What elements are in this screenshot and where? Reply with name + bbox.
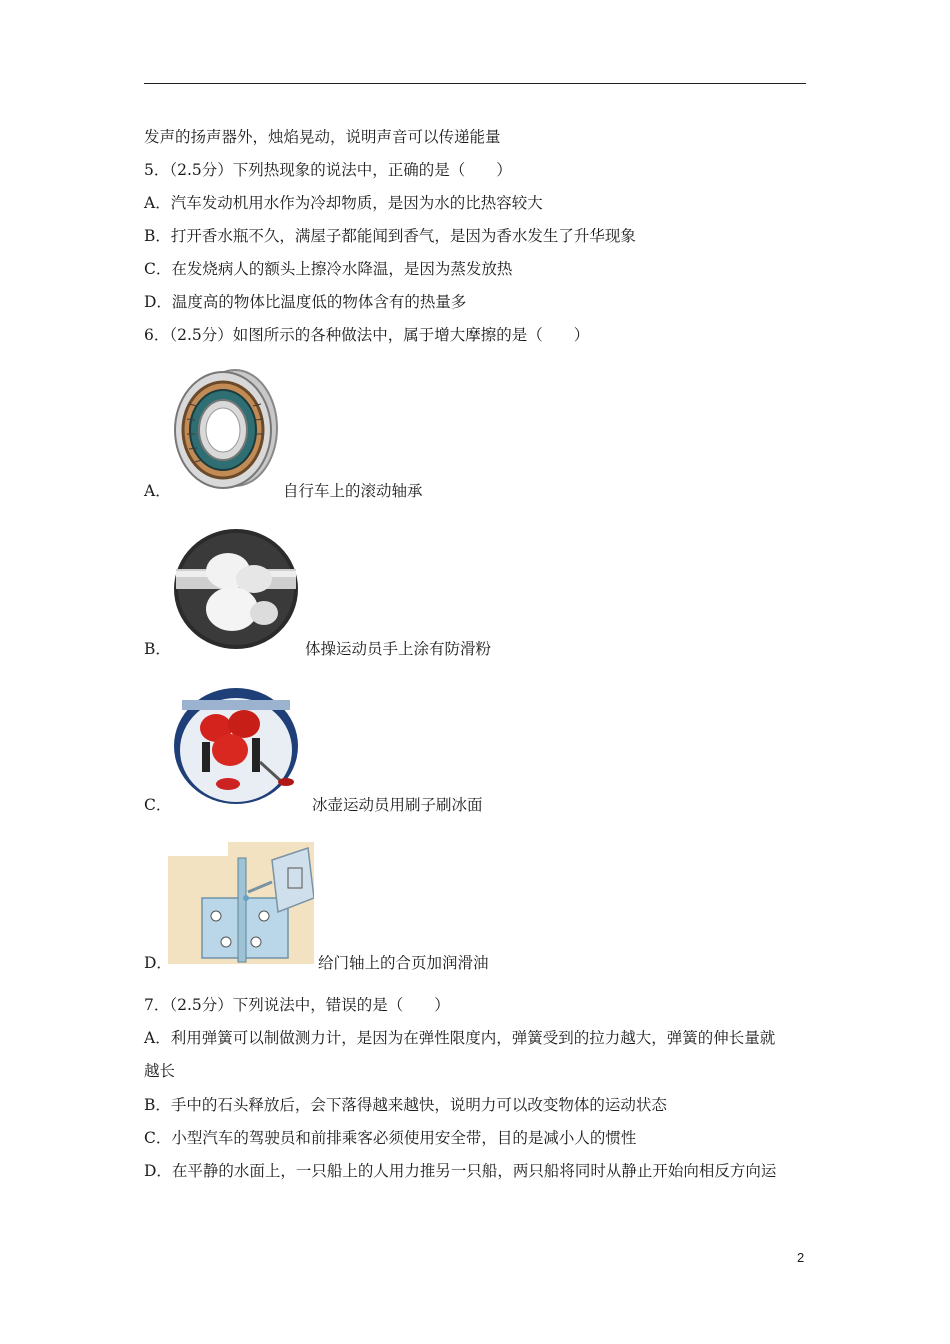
question-7: 7．（2.5分）下列说法中，错误的是（ ）: [144, 996, 450, 1014]
bearing-image: [167, 364, 279, 494]
q7-option-a-cont: 越长: [144, 1062, 176, 1080]
q5-option-a: A．汽车发动机用水作为冷却物质，是因为水的比热容较大: [144, 194, 543, 212]
text-line: 发声的扬声器外，烛焰晃动，说明声音可以传递能量: [144, 128, 501, 146]
q7-option-a: A．利用弹簧可以制做测力计，是因为在弹性限度内，弹簧受到的拉力越大，弹簧的伸长量就: [144, 1029, 776, 1047]
q6-option-c-text: 冰壶运动员用刷子刷冰面: [312, 796, 483, 814]
q5-option-b: B．打开香水瓶不久，满屋子都能闻到香气，是因为香水发生了升华现象: [144, 227, 636, 245]
question-6: 6．（2.5分）如图所示的各种做法中，属于增大摩擦的是（ ）: [144, 326, 590, 344]
q7-option-d: D．在平静的水面上，一只船上的人用力推另一只船，两只船将同时从静止开始向相反方向运: [144, 1162, 777, 1180]
q6-option-a-text: 自行车上的滚动轴承: [283, 482, 423, 500]
gymnast-hands-image: [172, 527, 300, 651]
q5-option-d: D．温度高的物体比温度低的物体含有的热量多: [144, 293, 467, 311]
q5-option-c: C．在发烧病人的额头上擦冷水降温，是因为蒸发放热: [144, 260, 513, 278]
q6-option-b-text: 体操运动员手上涂有防滑粉: [305, 640, 492, 658]
door-hinge-image: [168, 842, 314, 964]
curling-image: [172, 686, 300, 808]
q6-option-c-letter: C．: [144, 796, 172, 814]
q6-option-a-letter: A．: [144, 482, 171, 500]
header-rule: [144, 83, 806, 84]
q7-option-b: B．手中的石头释放后，会下落得越来越快，说明力可以改变物体的运动状态: [144, 1096, 667, 1114]
question-5: 5．（2.5分）下列热现象的说法中，正确的是（ ）: [144, 161, 512, 179]
q6-option-d-text: 给门轴上的合页加润滑油: [318, 954, 489, 972]
q7-option-c: C．小型汽车的驾驶员和前排乘客必须使用安全带，目的是减小人的惯性: [144, 1129, 637, 1147]
page-number: 2: [797, 1250, 805, 1265]
q6-option-b-letter: B．: [144, 640, 171, 658]
q6-option-d-letter: D．: [144, 954, 172, 972]
